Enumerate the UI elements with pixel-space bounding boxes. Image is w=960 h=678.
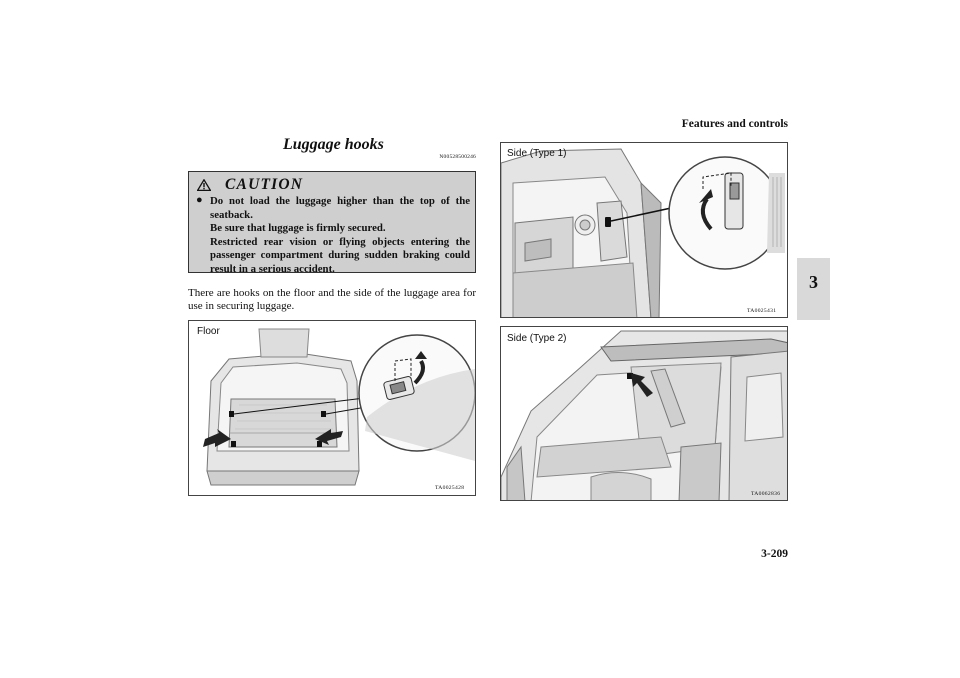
caution-line: Do not load the luggage higher than the top of the seatback. [210,195,470,221]
chapter-tab-number: 3 [809,272,818,292]
page-number: 3-209 [761,548,788,560]
figure-side-type1 [500,142,788,318]
running-header: Features and controls [681,118,788,130]
side-type1-hooks-illustration [501,143,788,318]
figure-side-type1-label: Side (Type 1) [507,148,567,159]
caution-text [196,195,470,277]
caution-line: Restricted rear vision or flying objects entering the passenger compartment during sudden braking could result in a serious accident. [210,235,470,275]
figure-side-type2 [500,326,788,501]
figure-floor-code: TA0025428 [435,485,465,491]
caution-item [196,195,470,277]
intro-paragraph: There are hooks on the floor and the side of the luggage area for use in securing luggage. [188,287,476,312]
bullet-icon: ● [196,194,203,206]
caution-box [188,171,476,273]
caution-title: CAUTION [225,176,304,193]
caution-line: Be sure that luggage is firmly secured. [210,222,386,235]
figure-floor [188,320,476,496]
floor-hooks-illustration [189,321,476,496]
figure-side-type1-code: TA0025431 [747,308,777,314]
caution-heading [197,174,303,196]
figure-floor-label: Floor [197,326,220,337]
warning-triangle-icon [197,179,211,191]
section-title: Luggage hooks [283,136,384,153]
figure-side-type2-code: TA0062836 [751,491,781,497]
section-code: N00528500246 [439,154,476,160]
figure-side-type2-label: Side (Type 2) [507,333,567,344]
side-type2-hooks-illustration [501,327,788,501]
